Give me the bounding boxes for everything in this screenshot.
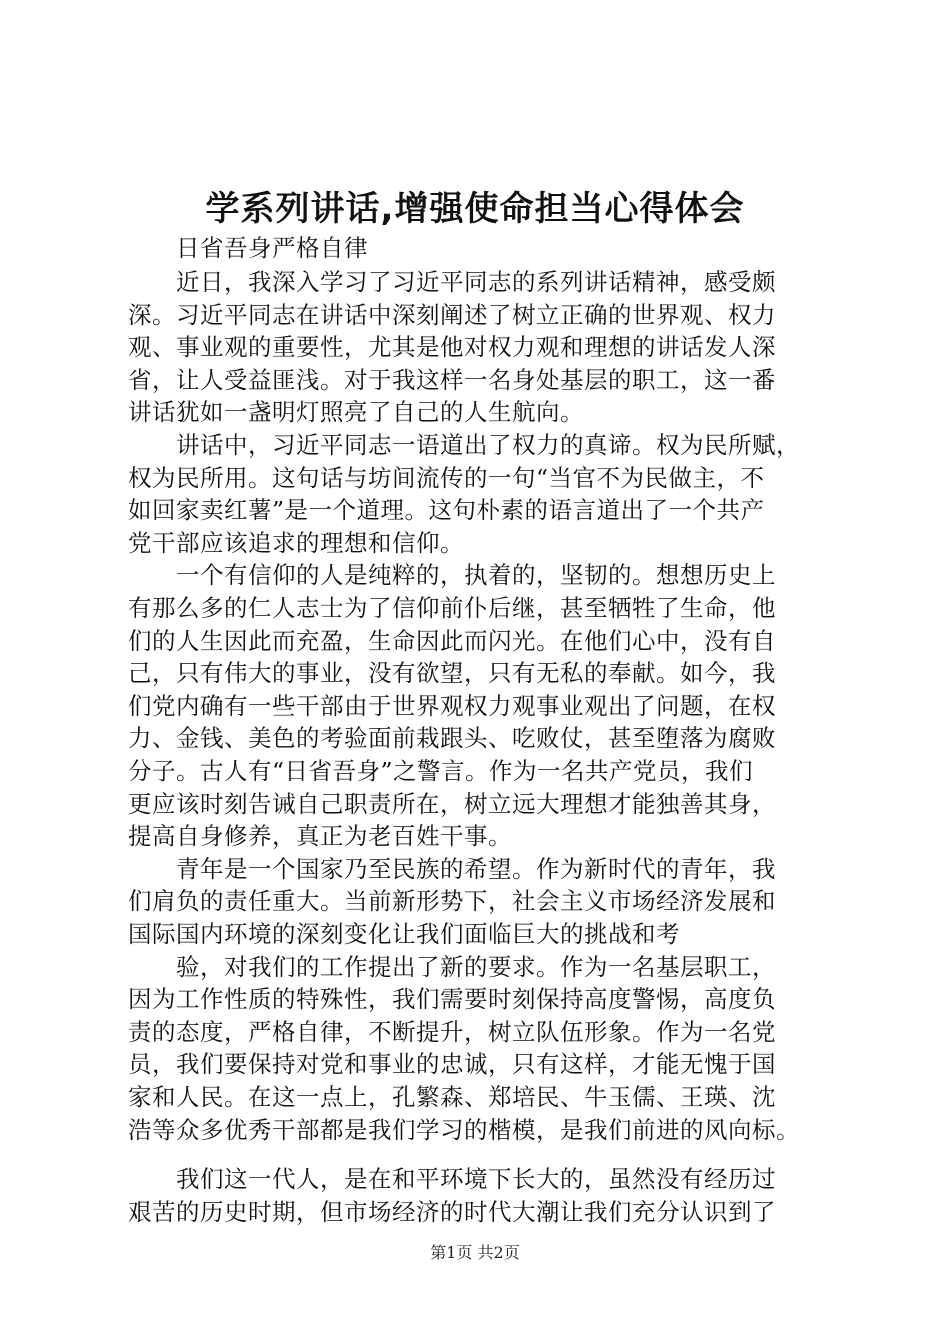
paragraph-line: 们肩负的责任重大。当前新形势下，社会主义市场经济发展和 (128, 887, 776, 915)
paragraph-line: 更应该时刻告诫自己职责所在，树立远大理想才能独善其身， (128, 790, 776, 818)
paragraph-line: 一个有信仰的人是纯粹的，执着的，坚韧的。想想历史上 (176, 561, 776, 589)
paragraph-line: 己，只有伟大的事业，没有欲望，只有无私的奉献。如今，我 (128, 659, 776, 687)
paragraph-line: 验，对我们的工作提出了新的要求。作为一名基层职工， (176, 953, 776, 981)
paragraph-line: 观、事业观的重要性，尤其是他对权力观和理想的讲话发人深 (128, 333, 776, 361)
paragraph-line: 深。习近平同志在讲话中深刻阐述了树立正确的世界观、权力 (128, 301, 776, 329)
paragraph-line: 家和人民。在这一点上，孔繁森、郑培民、牛玉儒、王瑛、沈 (128, 1083, 776, 1111)
paragraph-line: 们党内确有一些干部由于世界观权力观事业观出了问题，在权 (128, 692, 776, 720)
paragraph-line: 近日，我深入学习了习近平同志的系列讲话精神，感受颇 (176, 268, 776, 296)
paragraph-line: 如回家卖红薯”是一个道理。这句朴素的语言道出了一个共产 (128, 496, 765, 524)
paragraph-line: 提高自身修养，真正为老百姓干事。 (128, 822, 512, 850)
subtitle-line: 日省吾身严格自律 (176, 234, 368, 262)
paragraph-line: 党干部应该追求的理想和信仰。 (128, 529, 464, 557)
document-title: 学系列讲话,增强使命担当心得体会 (205, 189, 745, 229)
paragraph-line: 分子。古人有“日省吾身”之警言。作为一名共产党员，我们 (128, 757, 754, 785)
paragraph-line: 我们这一代人，是在和平环境下长大的，虽然没有经历过 (176, 1165, 776, 1193)
paragraph-line: 浩等众多优秀干部都是我们学习的楷模，是我们前进的风向标。 (128, 1116, 800, 1144)
paragraph-line: 省，让人受益匪浅。对于我这样一名身处基层的职工，这一番 (128, 366, 776, 394)
paragraph-line: 因为工作性质的特殊性，我们需要时刻保持高度警惕，高度负 (128, 985, 776, 1013)
paragraph-line: 讲话中，习近平同志一语道出了权力的真谛。权为民所赋， (176, 431, 800, 459)
paragraph-line: 责的态度，严格自律，不断提升，树立队伍形象。作为一名党 (128, 1018, 776, 1046)
paragraph-line: 艰苦的历史时期，但市场经济的时代大潮让我们充分认识到了 (128, 1198, 776, 1226)
page-number: 第1页 共2页 (430, 1243, 520, 1262)
paragraph-line: 员，我们要保持对党和事业的忠诚，只有这样，才能无愧于国 (128, 1050, 776, 1078)
paragraph-line: 权为民所用。这句话与坊间流传的一句“当官不为民做主，不 (128, 464, 765, 492)
paragraph-line: 们的人生因此而充盈，生命因此而闪光。在他们心中，没有自 (128, 627, 776, 655)
paragraph-line: 力、金钱、美色的考验面前栽跟头、吃败仗，甚至堕落为腐败 (128, 724, 776, 752)
paragraph-line: 讲话犹如一盏明灯照亮了自己的人生航向。 (128, 398, 584, 426)
paragraph-line: 国际国内环境的深刻变化让我们面临巨大的挑战和考 (128, 920, 680, 948)
paragraph-line: 有那么多的仁人志士为了信仰前仆后继，甚至牺牲了生命，他 (128, 594, 776, 622)
paragraph-line: 青年是一个国家乃至民族的希望。作为新时代的青年，我 (176, 855, 776, 883)
